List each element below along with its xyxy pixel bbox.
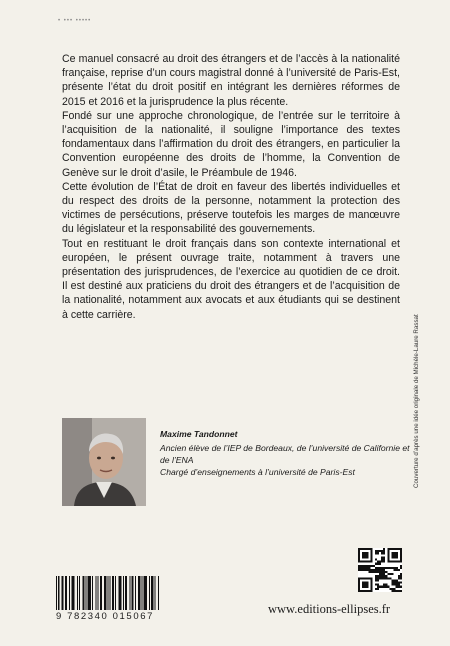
author-education: Ancien élève de l’IEP de Bordeaux, de l’université de Californie et de l’ENA: [160, 443, 410, 465]
isbn-barcode: [56, 576, 160, 610]
publisher-website: www.editions-ellipses.fr: [268, 602, 391, 616]
author-photo: [62, 418, 146, 506]
back-cover-blurb: [62, 52, 400, 322]
barcode-block: [56, 576, 160, 622]
isbn-number: 9 782340 015067: [56, 611, 154, 622]
blurb-paragraph-4: Tout en restituant le droit français dans son contexte international et européen, le présent ouvrage traite, notamment à travers une présentation des jurisprudences, de l’exercice au quotidien de ce droit. Il est destiné aux praticiens du droit des étrangers et de l’acquisition de la nationalité, notamment aux avocats et aux étudiants qui se destinent à cette carrière.: [62, 237, 400, 321]
blurb-paragraph-1: Ce manuel consacré au droit des étrangers et de l’accès à la nationalité française, reprise d’un cours magistral donné à l’université de Paris-Est, présente l’état du droit positif en intégrant les dernières réformes de 2015 et 2016 et la jurisprudence la plus récente.: [62, 53, 400, 108]
qr-code: [358, 548, 402, 592]
top-edge-mark: • ••• •••••: [58, 18, 92, 24]
blurb-paragraph-3: Cette évolution de l’État de droit en faveur des libertés individuelles et du respect des droits de la personne, notamment la protection des victimes de persécutions, préserve toutefois les marges de manœuvre du législateur et la responsabilité des gouvernements.: [62, 180, 400, 236]
author-name: Maxime Tandonnet: [160, 429, 238, 439]
blurb-paragraph-2: Fondé sur une approche chronologique, de l’entrée sur le territoire à l’acquisition de la nationalité, il souligne l’importance des textes fondamentaux dans l’affirmation du droit des étrangers, en particulier la Convention européenne des droits de l’homme, la Convention de Genève sur le droit d’asile, le Préambule de 1946.: [62, 109, 400, 179]
author-info: [160, 428, 410, 478]
author-teaching: Chargé d’enseignements à l’université de Paris-Est: [160, 467, 355, 477]
cover-credit-vertical: Couverture d’après une idée originale de Michèle-Laure Rassat: [413, 314, 420, 488]
